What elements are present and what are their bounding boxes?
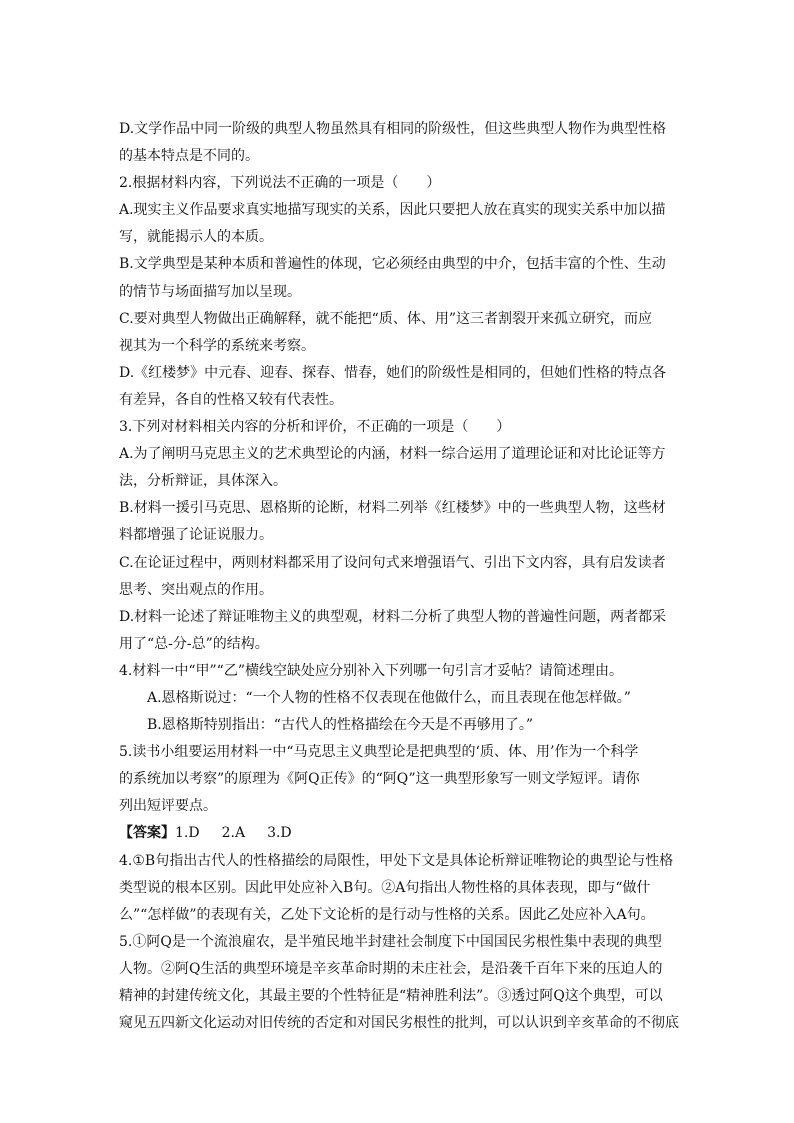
- text-line: 视其为一个科学的系统来考察。: [119, 337, 315, 354]
- answer-item: 2.A: [221, 825, 246, 842]
- text-line: 的系统加以考察”的原理为《阿Q正传》的“阿Q”这一典型形象写一则文学短评。请你: [119, 771, 640, 788]
- text-line: 写，就能揭示人的本质。: [119, 229, 273, 246]
- explanation-line: 窥见五四新文化运动对旧传统的否定和对国民劣根性的批判，可以认识到辛亥革命的不彻底: [119, 1015, 679, 1032]
- text-line: B.材料一援引马克思、恩格斯的论断，材料二列举《红楼梦》中的一些典型人物，这些材: [119, 500, 666, 517]
- answer-item: 1.D: [175, 825, 200, 842]
- text-line: D.材料一论述了辩证唯物主义的典型观，材料二分析了典型人物的普遍性问题，两者都采: [119, 608, 667, 625]
- explanation-line: 人物。②阿Q生活的典型环境是辛亥革命时期的未庄社会，是沿袭千百年下来的压迫人的: [119, 960, 663, 977]
- text-line: D.《红楼梦》中元春、迎春、探春、惜春，她们的阶级性是相同的，但她们性格的特点各: [119, 364, 667, 381]
- text-line: 料都增强了论证说服力。: [119, 527, 273, 544]
- question-5-stem: 5.读书小组要运用材料一中“马克思主义典型论是把典型的‘质、体、用’作为一个科学: [119, 744, 639, 761]
- option-a-quote: A.恩格斯说过：“一个人物的性格不仅表现在他做什么，而且表现在他怎样做。”: [147, 689, 631, 706]
- answer-label: 【答案】: [119, 825, 175, 842]
- text-line: D.文学作品中同一阶级的典型人物虽然具有相同的阶级性，但这些典型人物作为典型性格: [119, 121, 667, 137]
- explanation-line: 精神的封建传统文化，其最主要的个性特征是“精神胜利法”。③透过阿Q这个典型，可以: [119, 988, 663, 1004]
- text-line: A.现实主义作品要求真实地描写现实的关系，因此只要把人放在真实的现实关系中加以描: [119, 202, 666, 219]
- text-line: 列出短评要点。: [119, 798, 217, 815]
- text-line: C.要对典型人物做出正确解释，就不能把“质、体、用”这三者割裂开来孤立研究，而应: [119, 310, 652, 327]
- explanation-line: 4.①B句指出古代人的性格描绘的局限性，甲处下文是具体论析辩证唯物论的典型论与性格: [119, 852, 674, 869]
- text-line: B.文学典型是某种本质和普遍性的体现，它必须经由典型的中介，包括丰富的个性、生动: [119, 256, 666, 273]
- text-line: 用了“总-分-总”的结构。: [119, 635, 269, 652]
- text-line: C.在论证过程中，两则材料都采用了设问句式来增强语气、引出下文内容，具有启发读者: [119, 554, 666, 571]
- explanation-line: 类型说的根本区别。因此甲处应补入B句。②A句指出人物性格的具体表现，即与“做什: [119, 879, 651, 896]
- text-line: 法，分析辩证，具体深入。: [119, 473, 287, 490]
- answer-item: 3.D: [267, 825, 292, 842]
- option-b-quote: B.恩格斯特别指出：“古代人的性格描绘在今天是不再够用了。”: [147, 717, 534, 734]
- document-body: [119, 116, 683, 1037]
- explanation-line: 5.①阿Q是一个流浪雇农，是半殖民地半封建社会制度下中国国民劣根性集中表现的典型: [119, 933, 662, 950]
- text-line: 思考、突出观点的作用。: [119, 581, 273, 598]
- text-line: 的基本特点是不同的。: [119, 148, 259, 165]
- question-4-stem: 4.材料一中“甲”“乙”横线空缺处应分别补入下列哪一句引言才妥帖？请简述理由。: [119, 662, 623, 679]
- explanation-line: 么”“怎样做”的表现有关，乙处下文论析的是行动与性格的关系。因此乙处应补入A句。: [119, 906, 655, 923]
- question-3-stem: 3.下列对材料相关内容的分析和评价，不正确的一项是（ ）: [119, 419, 511, 436]
- text-line: 的情节与场面描写加以呈现。: [119, 283, 301, 300]
- answer-line: [119, 820, 683, 847]
- text-line: A.为了阐明马克思主义的艺术典型论的内涵，材料一综合运用了道理论证和对比论证等方: [119, 446, 666, 463]
- question-2-stem: 2.根据材料内容，下列说法不正确的一项是（ ）: [119, 175, 441, 192]
- text-line: 有差异，各自的性格又较有代表性。: [119, 391, 343, 408]
